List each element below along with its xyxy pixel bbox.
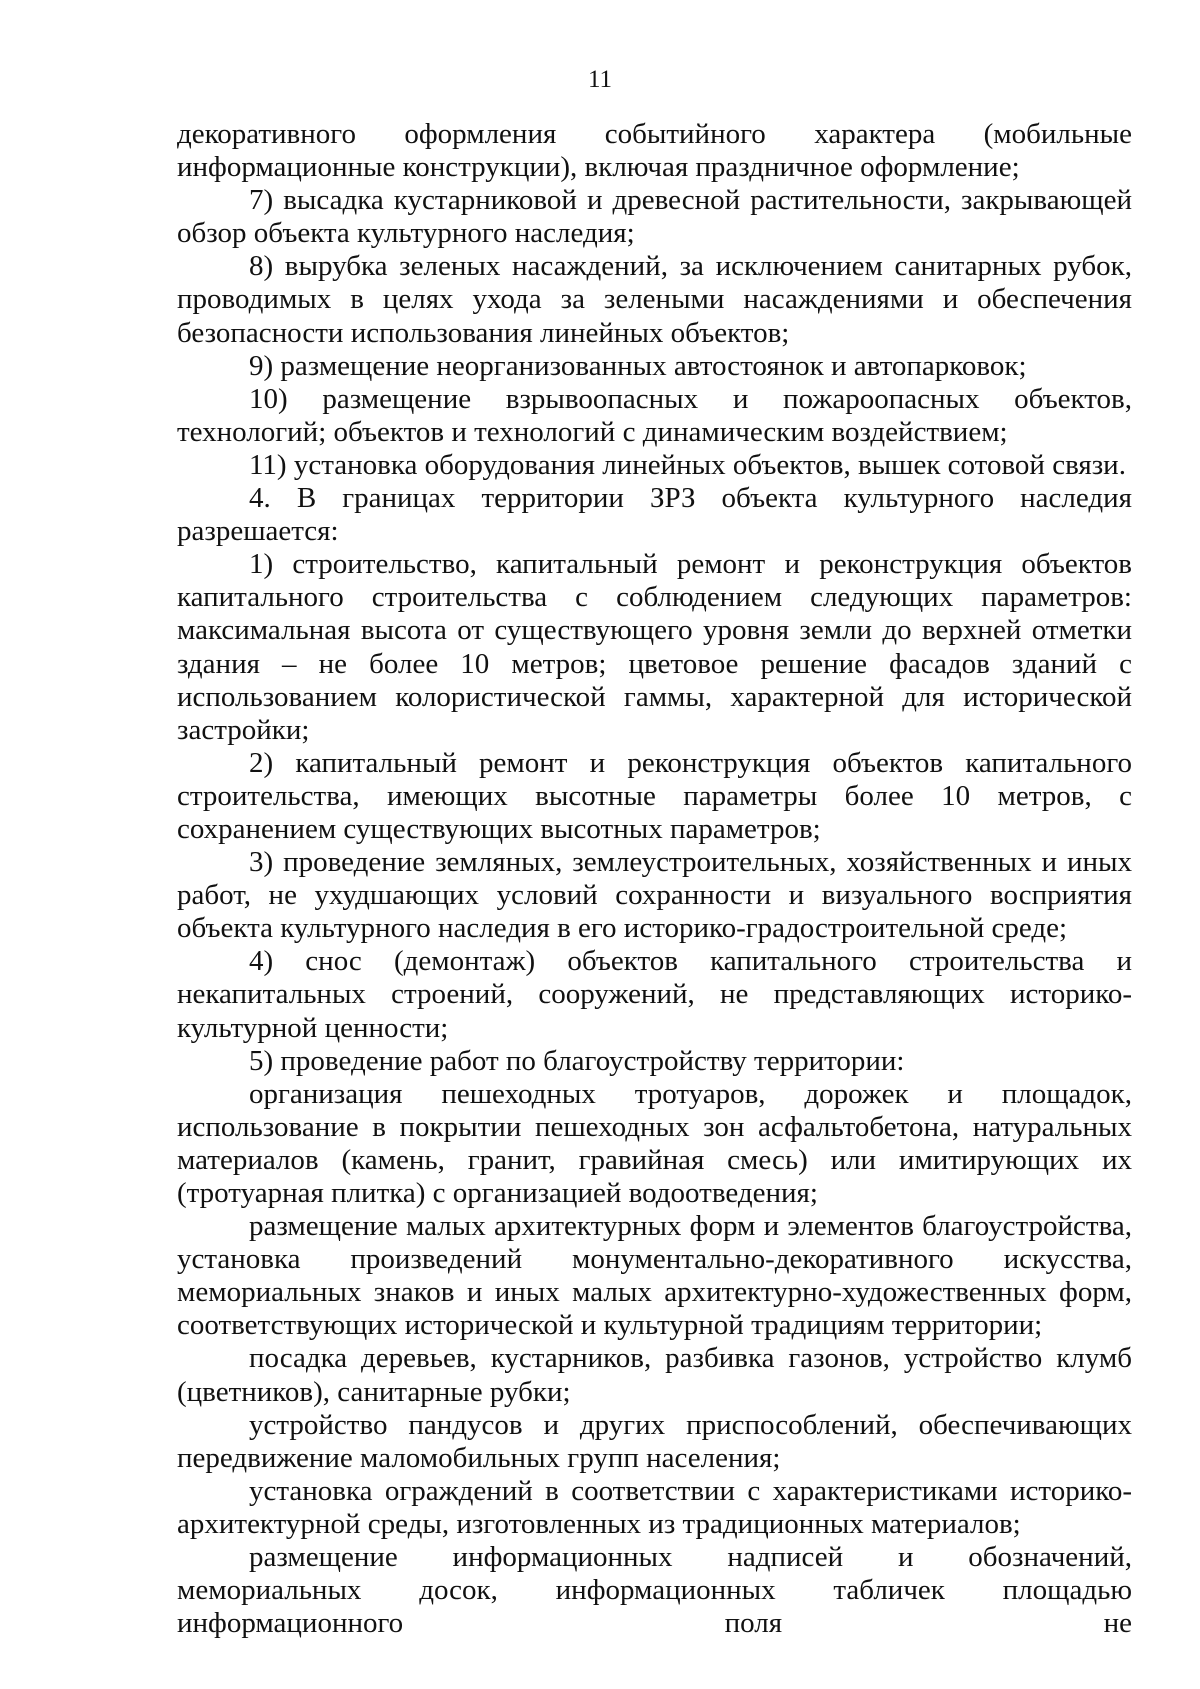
paragraph-landscaping-walkways: организация пешеходных тротуаров, дорожек и площадок, использование в покрытии пешеходных зон асфальтобетона, натуральных материалов (камень, гранит, гравийная смесь) или имитирующих их (тротуарная плитка) с организацией водоотведения; [177, 1077, 1132, 1209]
paragraph-landscaping-fences: установка ограждений в соответствии с характеристиками историко-архитектурной среды, изготовленных из традиционных материалов; [177, 1474, 1132, 1540]
document-body [177, 118, 1132, 1640]
paragraph-item-10: 10) размещение взрывоопасных и пожароопасных объектов, технологий; объектов и технологий с динамическим воздействием; [177, 382, 1132, 448]
paragraph-item-9: 9) размещение неорганизованных автостоянок и автопарковок; [249, 349, 1027, 382]
paragraph-section-4: 4. В границах территории ЗРЗ объекта культурного наследия разрешается: [177, 482, 1132, 548]
paragraph-permitted-2: 2) капитальный ремонт и реконструкция объектов капитального строительства, имеющих высотные параметры более 10 метров, с сохранением существующих высотных параметров; [177, 746, 1132, 845]
paragraph-item-7: 7) высадка кустарниковой и древесной растительности, закрывающей обзор объекта культурного наследия; [177, 184, 1132, 250]
paragraph-item-11: 11) установка оборудования линейных объектов, вышек сотовой связи. [249, 448, 1126, 481]
page-number: 11 [587, 66, 613, 93]
paragraph-landscaping-planting: посадка деревьев, кустарников, разбивка газонов, устройство клумб (цветников), санитарные рубки; [177, 1342, 1132, 1408]
paragraph-landscaping-signs: размещение информационных надписей и обозначений, мемориальных досок, информационных табличек площадью информационного поля не [177, 1541, 1132, 1640]
paragraph-landscaping-small-forms: размещение малых архитектурных форм и элементов благоустройства, установка произведений монументально-декоративного искусства, мемориальных знаков и иных малых архитектурно-художественных форм, соответствующих исторической и культурной традициям территории; [177, 1210, 1132, 1342]
paragraph-permitted-1: 1) строительство, капитальный ремонт и реконструкция объектов капитального строительства с соблюдением следующих параметров: максимальная высота от существующего уровня земли до верхней отметки здания – не более 10 метров; цветовое решение фасадов зданий с использованием колористической гаммы, характерной для исторической застройки; [177, 548, 1132, 746]
paragraph-item-8: 8) вырубка зеленых насаждений, за исключением санитарных рубок, проводимых в целях ухода за зелеными насаждениями и обеспечения безопасности использования линейных объектов; [177, 250, 1132, 349]
paragraph-permitted-5: 5) проведение работ по благоустройству территории: [249, 1044, 905, 1077]
paragraph-permitted-4: 4) снос (демонтаж) объектов капитального строительства и некапитальных строений, сооружений, не представляющих историко-культурной ценности; [177, 945, 1132, 1044]
paragraph-landscaping-ramps: устройство пандусов и других приспособлений, обеспечивающих передвижение маломобильных групп населения; [177, 1408, 1132, 1474]
paragraph-continuation: декоративного оформления событийного характера (мобильные информационные конструкции), включая праздничное оформление; [177, 118, 1132, 184]
paragraph-permitted-3: 3) проведение земляных, землеустроительных, хозяйственных и иных работ, не ухудшающих условий сохранности и визуального восприятия объекта культурного наследия в его историко-градостроительной среде; [177, 846, 1132, 945]
